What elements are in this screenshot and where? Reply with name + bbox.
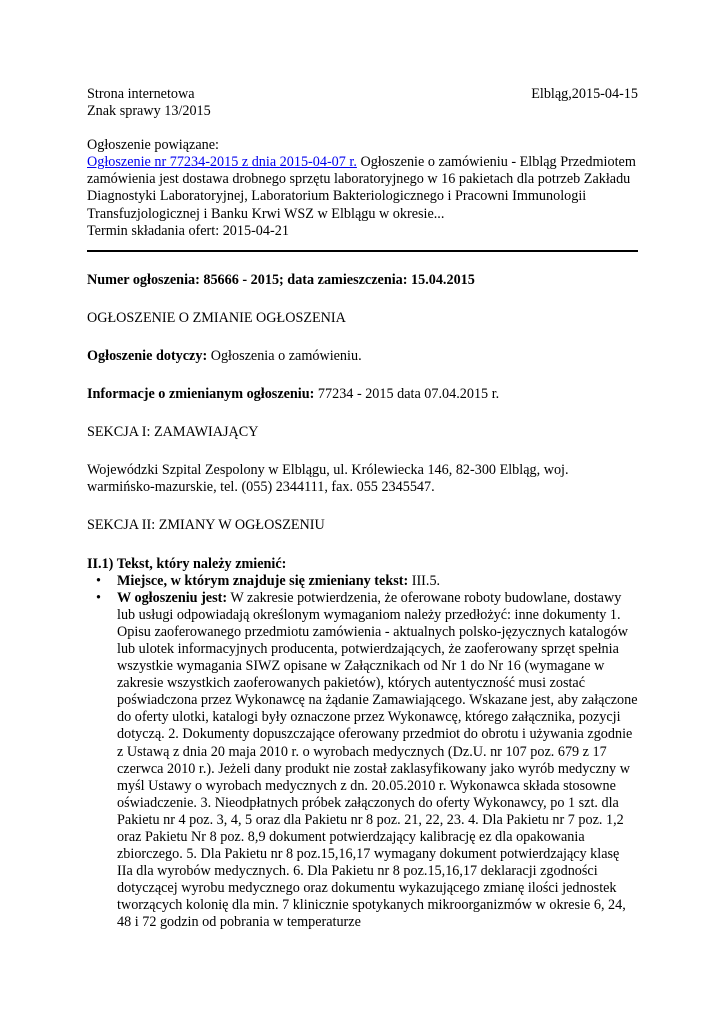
offer-deadline: Termin składania ofert: 2015-04-21 bbox=[87, 222, 289, 239]
notice-number-line: Numer ogłoszenia: 85666 - 2015; data zamieszczenia: 15.04.2015 bbox=[87, 271, 475, 288]
concerns-label: Ogłoszenie dotyczy: bbox=[87, 347, 208, 364]
related-notice-link[interactable]: Ogłoszenie nr 77234-2015 z dnia 2015-04-07 r. bbox=[87, 154, 357, 171]
concerns-value: Ogłoszenia o zamówieniu. bbox=[207, 347, 362, 364]
item-value: W zakresie potwierdzenia, że oferowane roboty budowlane, dostawy lub usługi odpowiadają określonym wymaganiom należy przedłożyć: inne dokumenty 1. Opisu zaoferowanego przedmiotu zamówienia - aktualnych polsko-języcznych katalogów lub ulotek informacyjnych producenta, potwierdzających, że zaoferowany sprzęt spełnia wszystkie wymagania SIWZ opisane w Załącznikach od Nr 1 do Nr 16 (wymagane w zakresie wszystkich zaoferowanych pakietów), których autentyczność musi zostać poświadczona przez Wykonawcę na żądanie Zamawiającego. Wskazane jest, aby załączone do oferty ulotki, katalogi były oznaczone przez Wykonawcę, którego załącznika, pozycji dotyczą. 2. Dokumenty dopuszczające oferowany przedmiot do obrotu i używania zgodnie z Ustawą z dnia 20 maja 2010 r. o wyrobach medycznych (Dz.U. nr 107 poz. 679 z 17 czerwca 2010 r.). Jeżeli dany produkt nie został zaklasyfikowany jako wyrób medyczny w myśl Ustawy o wyrobach medycznych z dn. 20.05.2010 r. Wykonawca składa stosowne oświadczenie. 3. Nieodpłatnych próbek załączonych do oferty Wykonawcy, po 1 szt. dla Pakietu nr 4 poz. 3, 4, 5 oraz dla Pakietu nr 8 poz. 21, 22, 23. 4. Dla Pakietu nr 7 poz. 1,2 oraz Pakietu Nr 8 poz. 8,9 dokument potwierdzający kalibrację ez dla opakowania zbiorczego. 5. Dla Pakietu nr 8 poz.15,16,17 wymagany dokument potwierdzający klasę IIa dla wyrobów medycznych. 6. Dla Pakietu nr 8 poz.15,16,17 deklaracji zgodności dotyczącej wyrobu medycznego oraz dokumentu wykazującego zmianę ilości jednostek tworzących kolonię dla min. 7 klinicznie spotykanych mikroorganizmów w okresie 6, 24, 48 i 72 godzin od pobrania w temperaturze bbox=[117, 589, 638, 931]
header-row bbox=[87, 86, 638, 103]
related-description: Ogłoszenie o zamówieniu - Elbląg Przedmiotem zamówienia jest dostawa drobnego sprzętu laboratoryjnego w 16 pakietach dla potrzeb Zakładu Diagnostyki Laboratoryjnej, Laboratorium Bakteriologicznego i Pracowni Immunologii Transfuzjologicznej i Banku Krwi WSZ w Elblągu w okresie... bbox=[87, 154, 636, 222]
changed-label: Informacje o zmienianym ogłoszeniu: bbox=[87, 386, 315, 403]
related-paragraph bbox=[87, 154, 638, 222]
list-item bbox=[87, 590, 638, 932]
section1-text: Wojewódzki Szpital Zespolony w Elblągu, ul. Królewiecka 146, 82-300 Elbląg, woj. warmińsko-mazurskie, tel. (055) 2344111, fax. 055 2345547. bbox=[87, 462, 569, 496]
item-label: W ogłoszeniu jest: bbox=[117, 589, 228, 606]
section1-title: SEKCJA I: ZAMAWIAJĄCY bbox=[87, 424, 259, 441]
changes-list bbox=[87, 573, 638, 932]
document-content bbox=[87, 86, 638, 932]
item-label: Miejsce, w którym znajduje się zmieniany tekst: bbox=[117, 572, 409, 589]
related-label: Ogłoszenie powiązane: bbox=[87, 137, 219, 154]
subsection-title: II.1) Tekst, który należy zmienić: bbox=[87, 555, 287, 572]
bullet-icon: • bbox=[96, 572, 101, 589]
notice-concerns bbox=[87, 348, 638, 365]
list-item bbox=[87, 573, 638, 590]
horizontal-rule bbox=[87, 250, 638, 252]
case-number: Znak sprawy 13/2015 bbox=[87, 103, 211, 120]
changed-value: 77234 - 2015 data 07.04.2015 r. bbox=[314, 386, 500, 403]
website-label: Strona internetowa bbox=[87, 86, 195, 102]
section2-title: SEKCJA II: ZMIANY W OGŁOSZENIU bbox=[87, 517, 325, 534]
notice-title: OGŁOSZENIE O ZMIANIE OGŁOSZENIA bbox=[87, 309, 346, 326]
bullet-icon: • bbox=[96, 589, 101, 606]
item-value: III.5. bbox=[408, 572, 441, 589]
place-date: Elbląg,2015-04-15 bbox=[531, 86, 638, 102]
changed-notice-info bbox=[87, 386, 638, 403]
